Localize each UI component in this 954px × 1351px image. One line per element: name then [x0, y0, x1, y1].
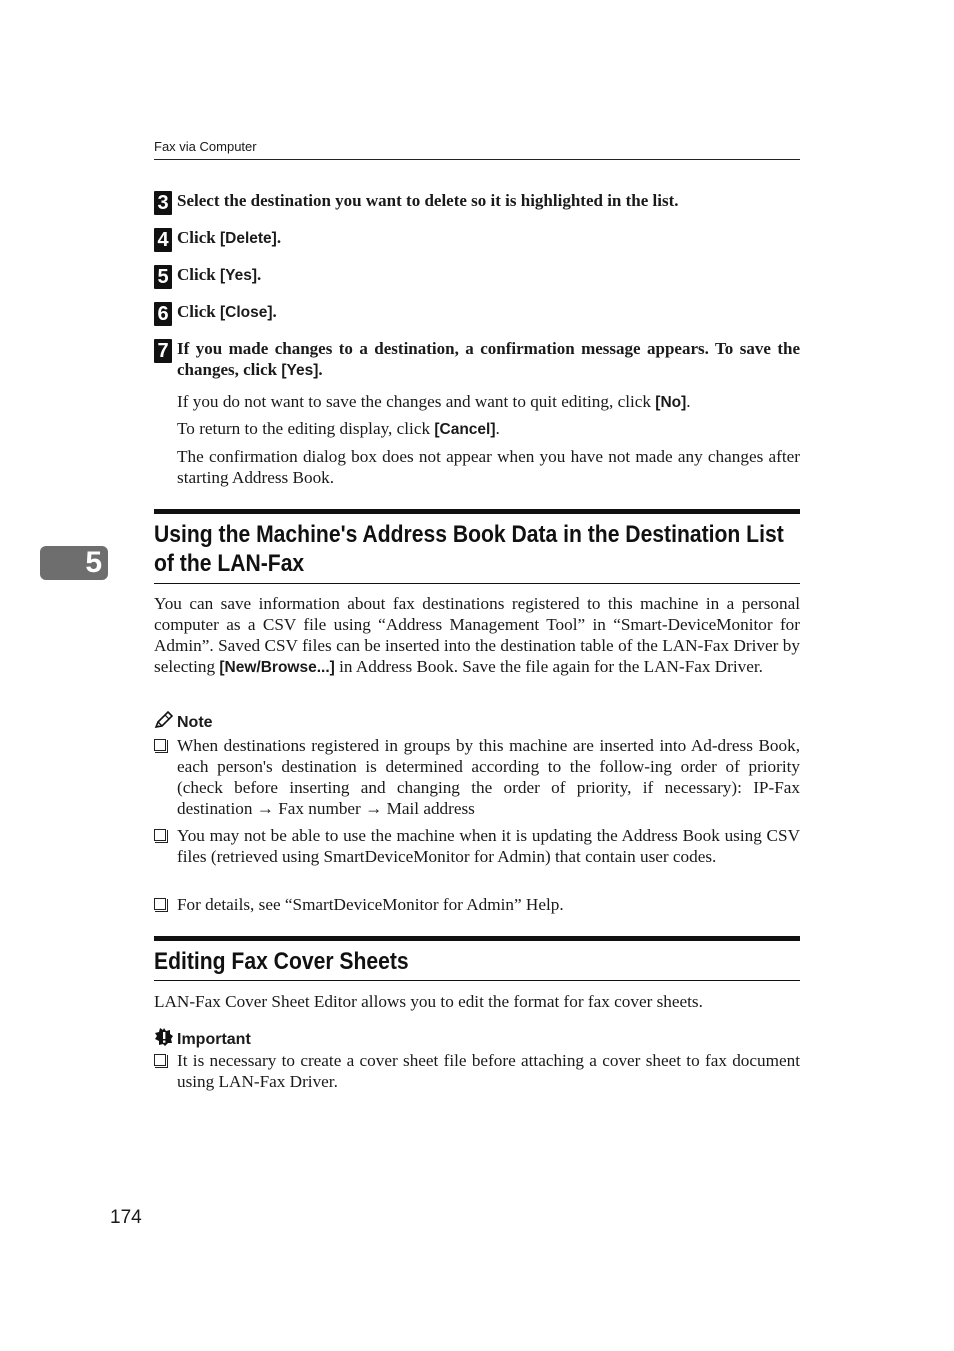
- step-4: [154, 227, 800, 249]
- important-item: It is necessary to create a cover sheet file before attaching a cover sheet to fax document using LAN-Fax Driver.: [154, 1050, 800, 1092]
- important-icon: [154, 1027, 174, 1052]
- step-7-note-dialog: The confirmation dialog box does not appear when you have not made any changes after starting Address Book.: [177, 447, 800, 487]
- step-6: [154, 301, 800, 323]
- pencil-icon: [154, 711, 174, 734]
- note-item: For details, see “SmartDeviceMonitor for Admin” Help.: [154, 894, 800, 915]
- step-5: [154, 264, 800, 286]
- step-text: If you made changes to a destination, a confirmation message appears. To save the changes, click [Yes].: [177, 339, 800, 379]
- note-label: Note: [177, 713, 213, 731]
- button-ref: [New/Browse...]: [219, 659, 335, 676]
- step-text: Click [Delete].: [177, 228, 282, 247]
- important-heading: [154, 1027, 251, 1052]
- important-label: Important: [177, 1030, 251, 1048]
- step-text: Click [Yes].: [177, 265, 262, 284]
- button-ref: [Yes]: [281, 362, 319, 379]
- step-text: Select the destination you want to delete so it is highlighted in the list.: [177, 191, 679, 210]
- section-1-body: You can save information about fax destinations registered to this machine in a personal computer as a CSV file using “Address Management Tool” in “Smart-DeviceMonitor for Admin”. Saved CSV files can be inserted into the destination table of the LAN-Fax Driver by selecting [New/Browse...] in Address Book. Save the file again for the LAN-Fax Driver.: [154, 594, 800, 676]
- step-number: 7: [154, 339, 172, 363]
- section-2-body: LAN-Fax Cover Sheet Editor allows you to edit the format for fax cover sheets.: [154, 992, 703, 1011]
- step-7-note-cancel: To return to the editing display, click [Cancel].: [177, 419, 500, 438]
- section-title: Using the Machine's Address Book Data in the Destination List of the LAN-Fax: [154, 521, 784, 577]
- step-text: Click [Close].: [177, 302, 277, 321]
- step-number: 4: [154, 228, 172, 252]
- button-ref: [Delete]: [219, 230, 277, 247]
- step-7: [154, 338, 800, 381]
- checkbox-bullet-icon: [154, 739, 166, 751]
- note-item: When destinations registered in groups by this machine are inserted into Ad-dress Book, each person's destination is determined according to the follow-ing order of priority (check before inserting and changing the order of priority, if necessary): IP-Fax destination → Fax number → Mail address: [154, 735, 800, 819]
- checkbox-bullet-icon: [154, 898, 166, 910]
- running-header: [154, 138, 800, 160]
- section-title: Editing Fax Cover Sheets: [154, 948, 409, 975]
- checkbox-bullet-icon: [154, 829, 166, 841]
- chapter-tab: 5: [40, 546, 108, 580]
- running-header-title: Fax via Computer: [154, 139, 257, 154]
- section-heading-cover-sheets: [154, 936, 800, 981]
- page-number: 174: [110, 1207, 142, 1228]
- step-number: 5: [154, 265, 172, 289]
- button-ref: [Cancel]: [434, 421, 496, 438]
- note-heading: [154, 711, 213, 734]
- button-ref: [Close]: [219, 304, 273, 321]
- button-ref: [Yes]: [219, 267, 258, 284]
- button-ref: [No]: [655, 394, 687, 411]
- note-item: You may not be able to use the machine when it is updating the Address Book using CSV files (retrieved using SmartDeviceMonitor for Admin) that contain user codes.: [154, 825, 800, 867]
- section-heading-address-book: [154, 509, 800, 584]
- step-7-note-no: If you do not want to save the changes and want to quit editing, click [No].: [177, 392, 691, 411]
- step-number: 6: [154, 302, 172, 326]
- step-number: 3: [154, 191, 172, 215]
- step-3: [154, 190, 800, 214]
- checkbox-bullet-icon: [154, 1054, 166, 1066]
